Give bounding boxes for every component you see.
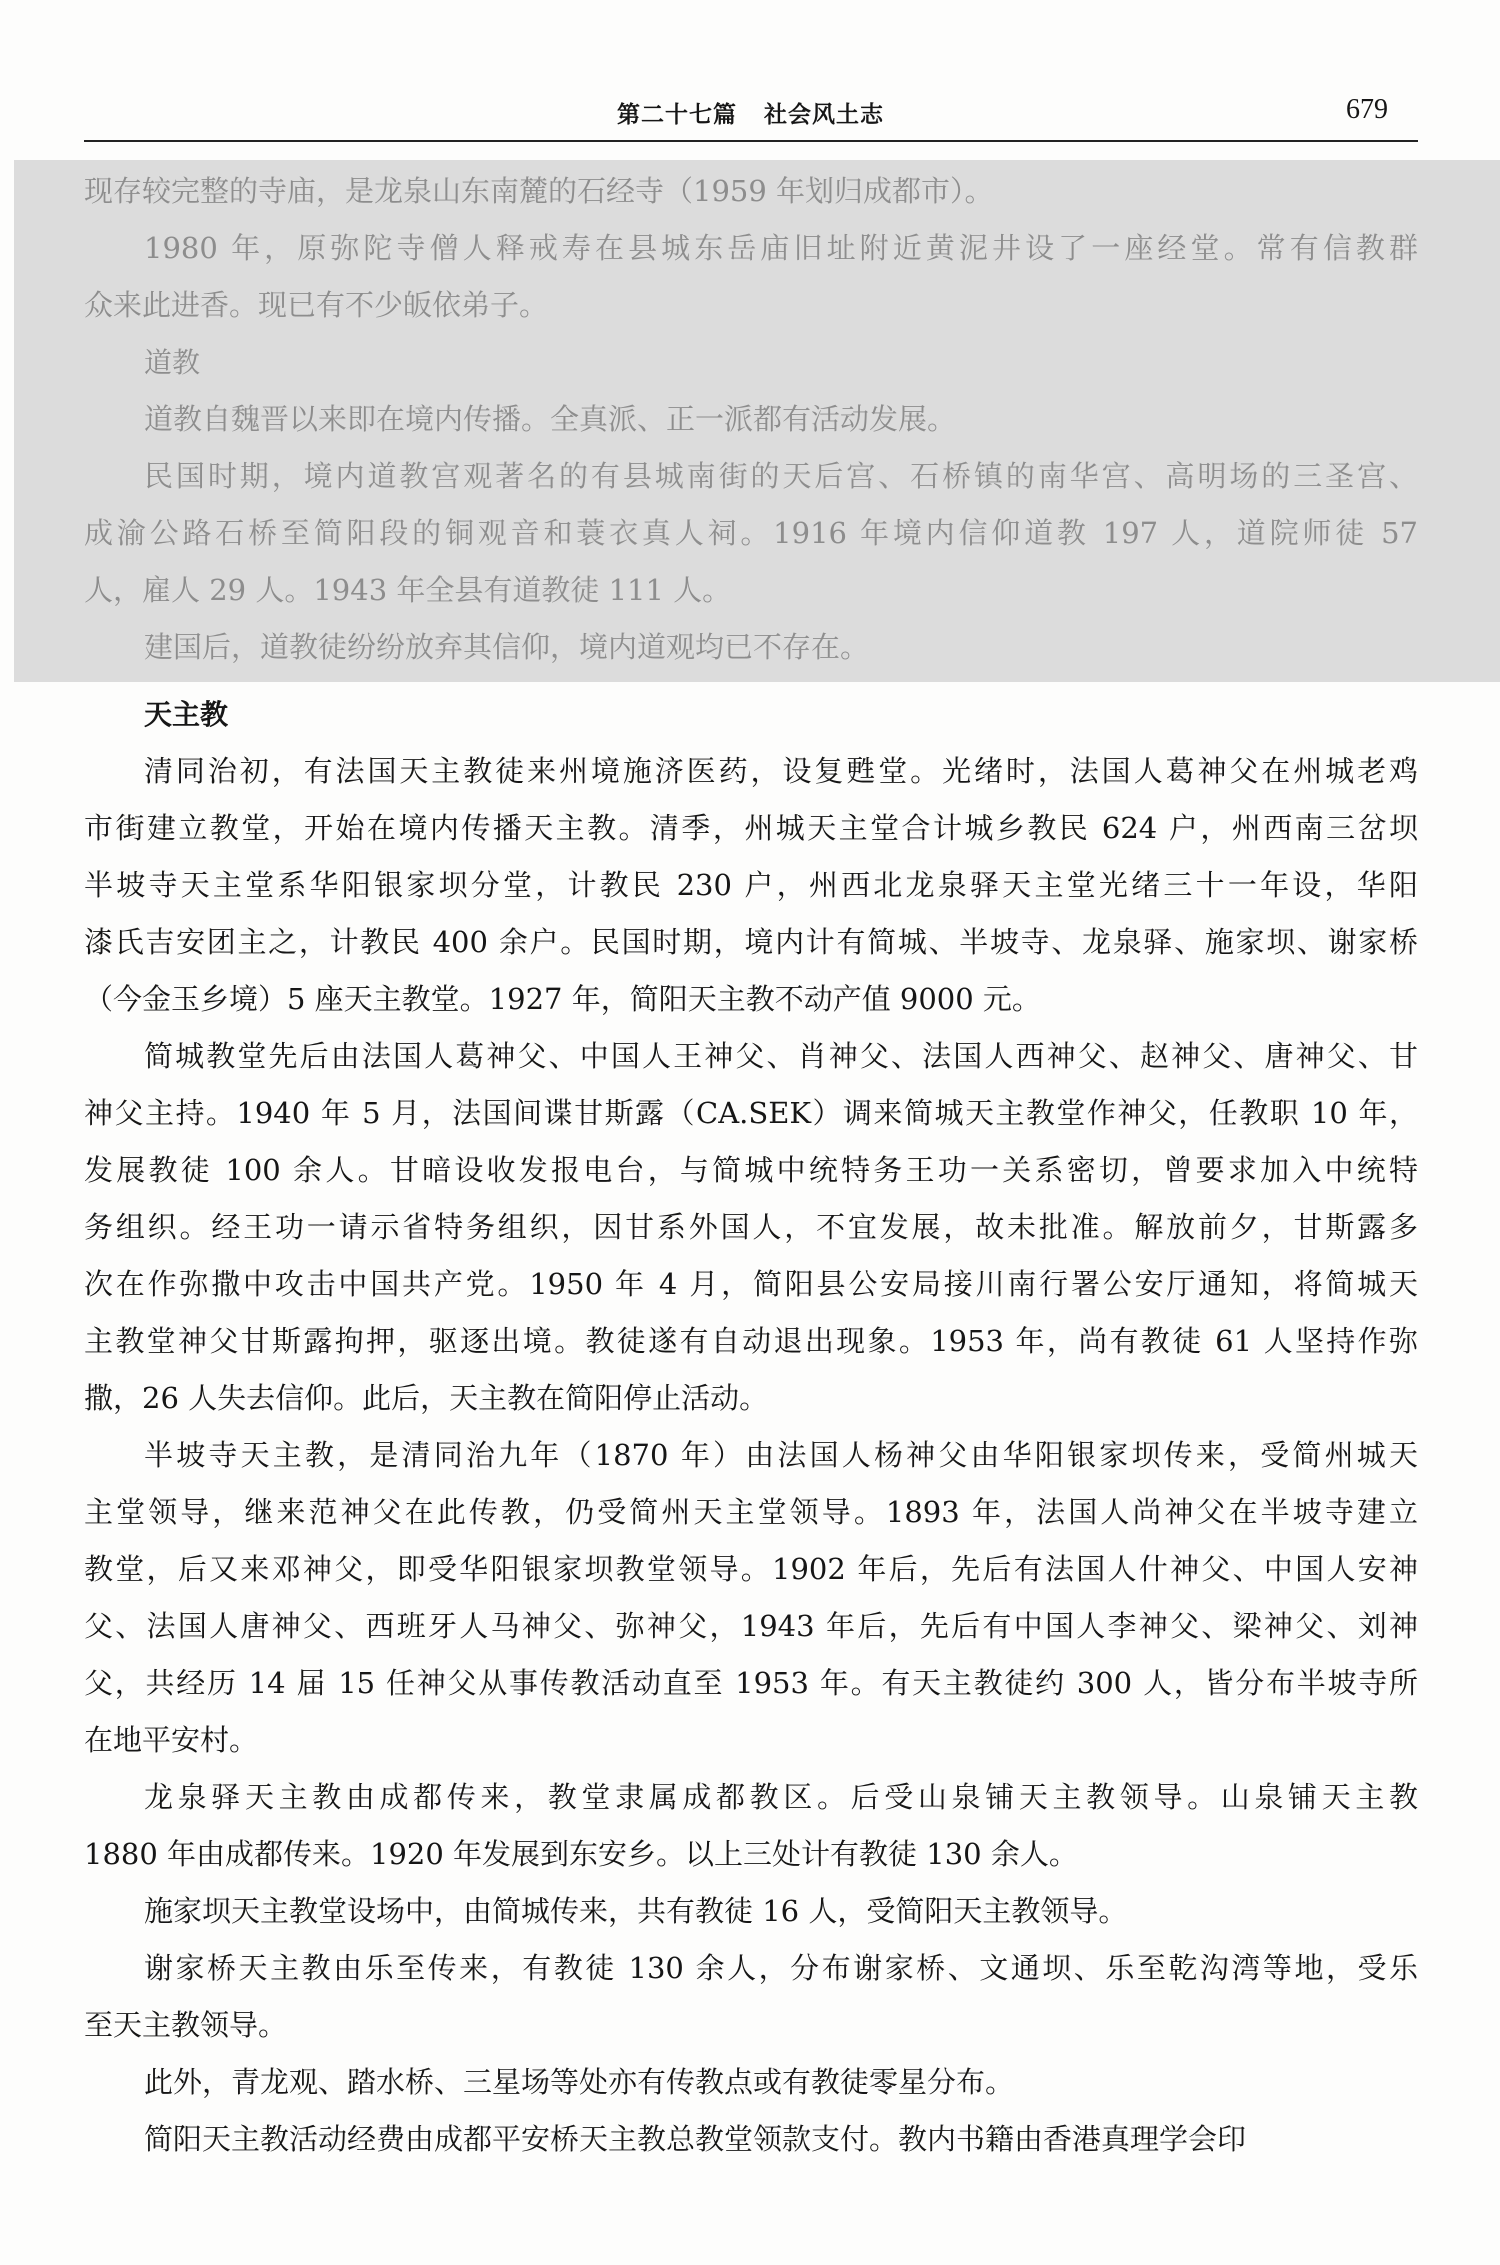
text-line: 龙泉驿天主教由成都传来，教堂隶属成都教区。后受山泉铺天主教领导。山泉铺天主教 [144,1780,1418,1814]
text-line: 半坡寺天主堂系华阳银家坝分堂，计教民 230 户，州西北龙泉驿天主堂光绪三十一年设，华阳 [84,868,1418,902]
text-line: 建国后，道教徒纷纷放弃其信仰，境内道观均已不存在。 [144,630,870,664]
text-line: 市街建立教堂，开始在境内传播天主教。清季，州城天主堂合计城乡教民 624 户，州西南三岔坝 [84,811,1418,845]
section-heading-taoism: 道教 [144,346,201,379]
faded-section [84,163,1418,676]
text-line: 清同治初，有法国天主教徒来州境施济医药，设复甦堂。光绪时，法国人葛神父在州城老鸡 [144,754,1418,788]
text-line: 道教自魏晋以来即在境内传播。全真派、正一派都有活动发展。 [144,402,957,436]
text-line: 简阳天主教活动经费由成都平安桥天主教总教堂领款支付。教内书籍由香港真理学会印 [144,2122,1247,2156]
text-line: 人，雇人 29 人。1943 年全县有道教徒 111 人。 [84,573,732,607]
text-line: 简城教堂先后由法国人葛神父、中国人王神父、肖神父、法国人西神父、赵神父、唐神父、甘 [144,1039,1418,1073]
text-line: 现存较完整的寺庙，是龙泉山东南麓的石经寺（1959 年划归成都市）。 [84,174,994,208]
text-line: 父，共经历 14 届 15 任神父从事传教活动直至 1953 年。有天主教徒约 300 人，皆分布半坡寺所 [84,1666,1418,1700]
text-line: 半坡寺天主教，是清同治九年（1870 年）由法国人杨神父由华阳银家坝传来，受简州城天 [144,1438,1418,1472]
text-line: 次在作弥撒中攻击中国共产党。1950 年 4 月，简阳县公安局接川南行署公安厅通知，将简城天 [84,1267,1418,1301]
text-line: 众来此进香。现已有不少皈依弟子。 [84,288,549,322]
text-line: 教堂，后又来邓神父，即受华阳银家坝教堂领导。1902 年后，先后有法国人什神父、中国人安神 [84,1552,1418,1586]
main-section [84,686,1418,2168]
text-line: 务组织。经王功一请示省特务组织，因甘系外国人，不宜发展，故未批准。解放前夕，甘斯露多 [84,1210,1418,1244]
section-heading-catholicism: 天主教 [144,698,229,731]
text-line: 漆氏吉安团主之，计教民 400 余户。民国时期，境内计有简城、半坡寺、龙泉驿、施家坝、谢家桥 [84,925,1418,959]
page-header [84,90,1418,142]
text-line: 施家坝天主教堂设场中，由简城传来，共有教徒 16 人，受简阳天主教领导。 [144,1894,1128,1928]
text-line: 父、法国人唐神父、西班牙人马神父、弥神父，1943 年后，先后有中国人李神父、梁神父、刘神 [84,1609,1418,1643]
text-line: 1980 年，原弥陀寺僧人释戒寿在县城东岳庙旧址附近黄泥井设了一座经堂。常有信教群 [144,231,1418,265]
chapter-title: 第二十七篇 社会风土志 [617,102,885,128]
text-line: 至天主教领导。 [84,2008,288,2042]
page-number: 679 [1346,94,1388,125]
text-line: （今金玉乡境）5 座天主教堂。1927 年，简阳天主教不动产值 9000 元。 [84,982,1041,1016]
text-line: 在地平安村。 [84,1723,259,1757]
text-line: 主堂领导，继来范神父在此传教，仍受简州天主堂领导。1893 年，法国人尚神父在半坡寺建立 [84,1495,1418,1529]
text-line: 谢家桥天主教由乐至传来，有教徒 130 余人，分布谢家桥、文通坝、乐至乾沟湾等地，受乐 [144,1951,1418,1985]
text-line: 1880 年由成都传来。1920 年发展到东安乡。以上三处计有教徒 130 余人。 [84,1837,1078,1871]
text-line: 此外，青龙观、踏水桥、三星场等处亦有传教点或有教徒零星分布。 [144,2065,1015,2099]
text-line: 发展教徒 100 余人。甘暗设收发报电台，与简城中统特务王功一关系密切，曾要求加入中统特 [84,1153,1418,1187]
text-line: 主教堂神父甘斯露拘押，驱逐出境。教徒遂有自动退出现象。1953 年，尚有教徒 61 人坚持作弥 [84,1324,1418,1358]
text-line: 民国时期，境内道教宫观著名的有县城南街的天后宫、石桥镇的南华宫、高明场的三圣宫、 [144,459,1418,493]
text-line: 神父主持。1940 年 5 月，法国间谍甘斯露（CA.SEK）调来简城天主教堂作神父，任教职 10 年， [84,1096,1418,1130]
text-line: 撒，26 人失去信仰。此后，天主教在简阳停止活动。 [84,1381,769,1415]
text-line: 成渝公路石桥至简阳段的铜观音和蓑衣真人祠。1916 年境内信仰道教 197 人，道院师徒 57 [84,516,1418,550]
